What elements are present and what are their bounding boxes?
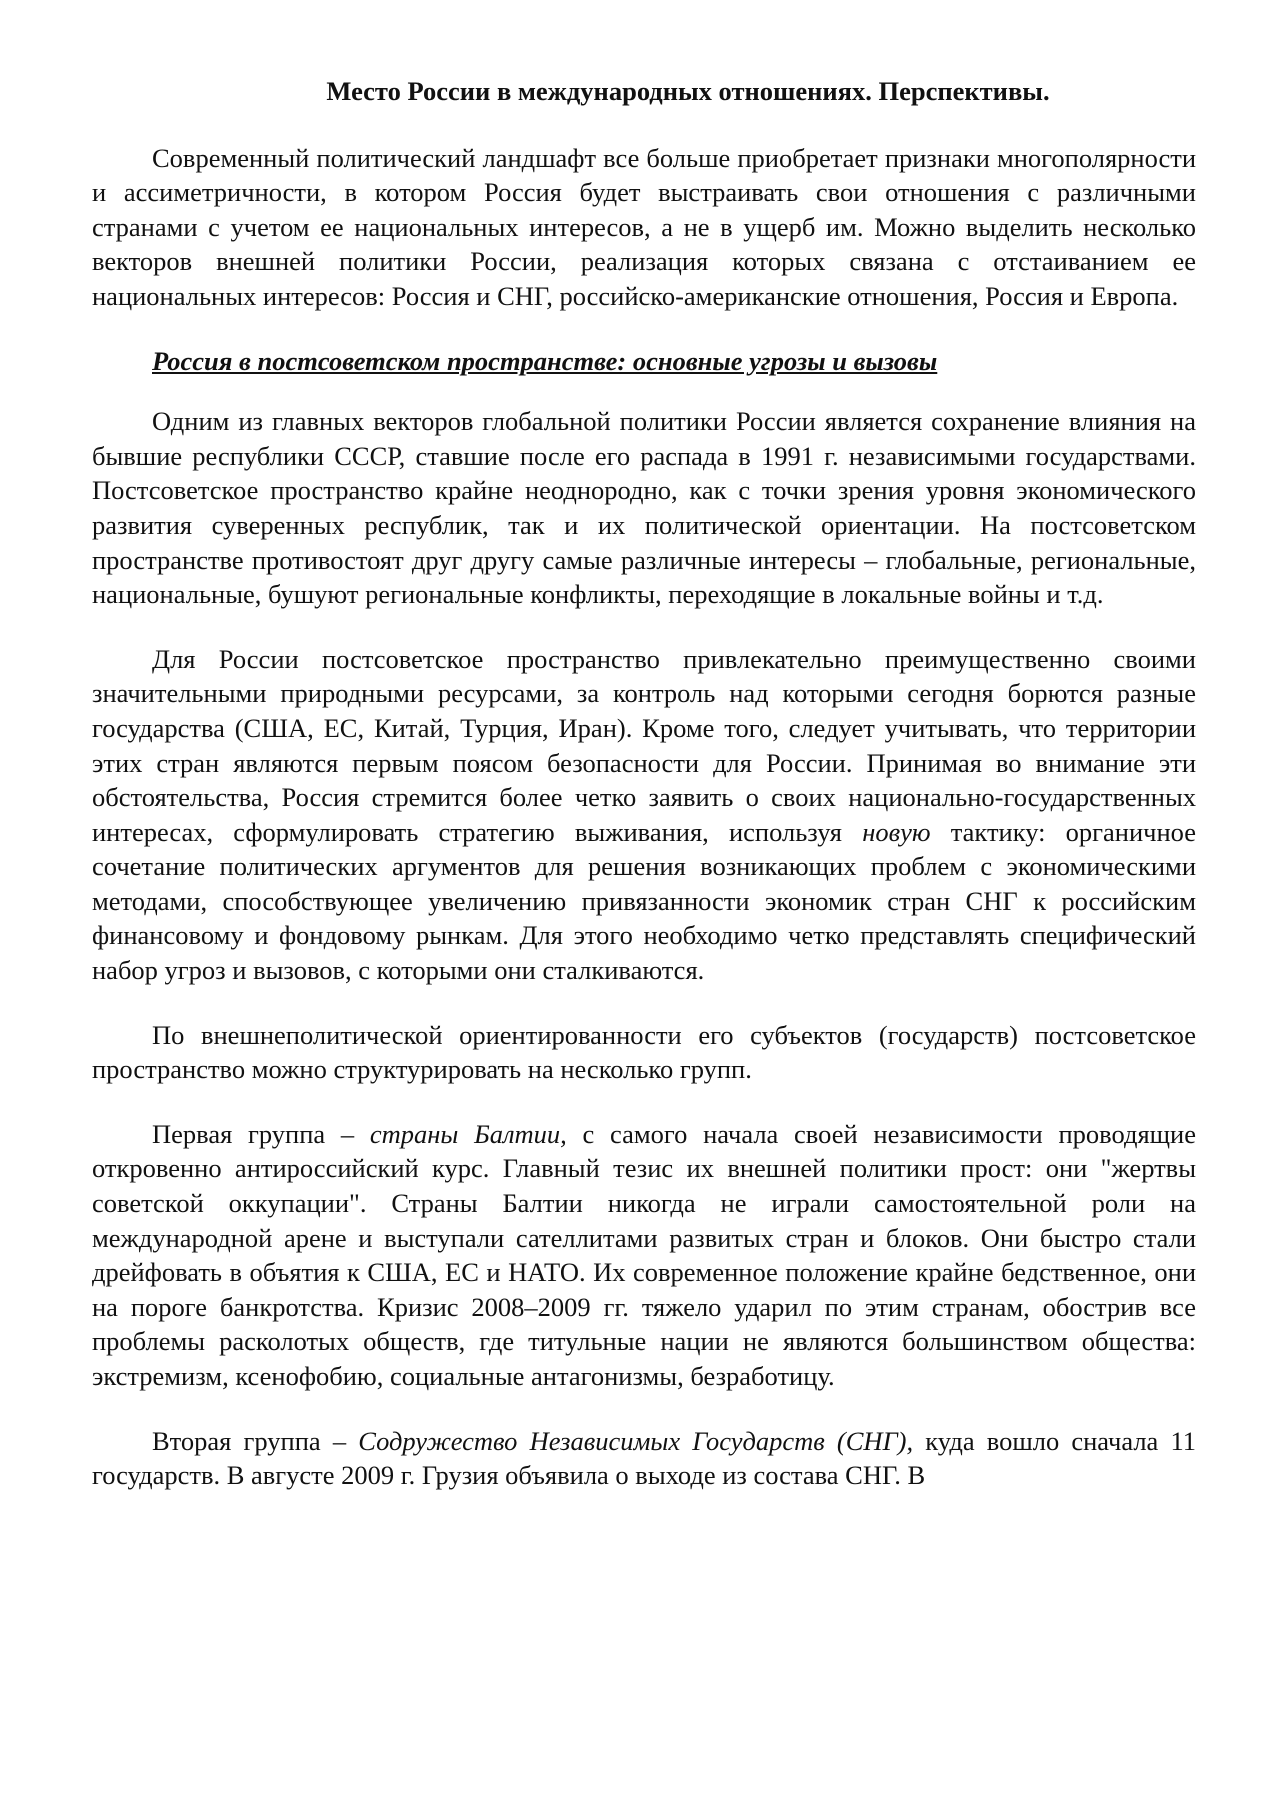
paragraph-4-text-b: с самого начала своей независимости проводящие откровенно антироссийский курс. Главный тезис их внешней политики прост: они "жертвы советской оккупации". Страны Балтии никогда не играли самостоятельной роли на международной арене и выступали сателлитами развитых стран и блоков. Они быстро стали дрейфовать в объятия к США, ЕС и НАТО. Их современное положение крайне бедственное, они на пороге банкротства. Кризис 2008–2009 гг. тяжело ударил по этим странам, обострив все проблемы расколотых обществ, где титульные нации не являются большинством общества: экстремизм, ксенофобию, социальные антагонизмы, безработицу. [92,1118,1196,1391]
paragraph-2-text-a: Для России постсоветское пространство привлекательно преимущественно своими значительными природными ресурсами, за контроль над которыми сегодня борются разные государства (США, ЕС, Китай, Турция, Иран). Кроме того, следует учитывать, что территории этих стран являются первым поясом безопасности для России. Принимая во внимание эти обстоятельства, Россия стремится более четко заявить о своих национально-государственных интересах, сформулировать стратегию выживания, используя [92,643,1196,847]
paragraph-2-text-b: тактику: органичное сочетание политических аргументов для решения возникающих проблем с экономическими методами, способствующее увеличению привязанности экономик стран СНГ к российским финансовому и фондовому рынкам. Для этого необходимо четко представлять специфический набор угроз и вызовов, с которыми они сталкиваются. [92,816,1196,986]
section-heading: Россия в постсоветском пространстве: основные угрозы и вызовы [152,345,938,376]
paragraph-4-text-a: Первая группа – [152,1118,370,1149]
paragraph-2-emphasis: новую [862,816,931,847]
paragraph-3: По внешнеполитической ориентированности его субъектов (государств) постсоветское пространство можно структурировать на несколько групп. [92,1019,1196,1085]
paragraph-5-text-b: куда вошло сначала 11 государств. В августе 2009 г. Грузия объявила о выходе из состава СНГ. В [92,1425,1196,1491]
paragraph-2 [92,642,1196,988]
paragraph-intro: Современный политический ландшафт все больше приобретает признаки многополярности и ассиметричности, в котором Россия будет выстраивать свои отношения с различными странами с учетом ее национальных интересов, а не в ущерб им. Можно выделить несколько векторов внешней политики России, реализация которых связана с отстаиванием ее национальных интересов: Россия и СНГ, российско-американские отношения, Россия и Европа. [92,142,1196,311]
paragraph-5-text-a: Вторая группа – [152,1425,359,1456]
paragraph-5 [92,1424,1196,1493]
paragraph-4-emphasis: страны Балтии, [369,1118,567,1149]
paragraph-1: Одним из главных векторов глобальной политики России является сохранение влияния на бывшие республики СССР, ставшие после его распада в 1991 г. независимыми государствами. Постсоветское пространство крайне неоднородно, как с точки зрения уровня экономического развития суверенных республик, так и их политической ориентации. На постсоветском пространстве противостоят друг другу самые различные интересы – глобальные, региональные, национальные, бушуют региональные конфликты, переходящие в локальные войны и т.д. [92,406,1196,610]
document-title: Место России в международных отношениях. Перспективы. [326,76,1050,106]
document-page [92,74,1196,1523]
paragraph-5-emphasis: Содружество Независимых Государств (СНГ), [358,1425,914,1456]
paragraph-4 [92,1117,1196,1394]
